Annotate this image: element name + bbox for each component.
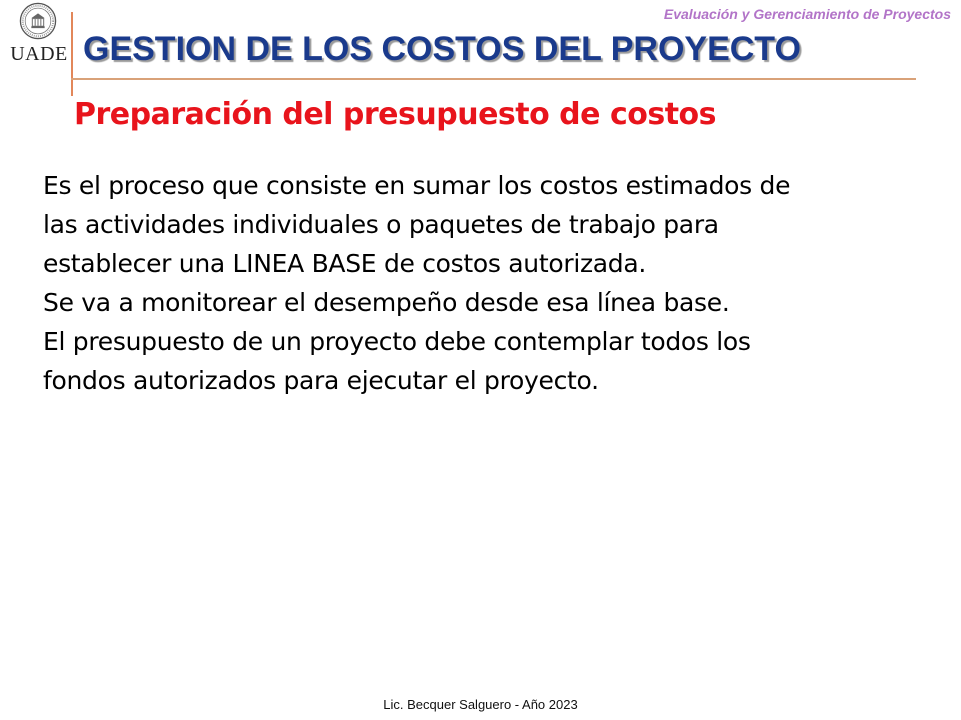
body-line: El presupuesto de un proyecto debe contemplar todos los [43,327,751,356]
header-vertical-divider [71,12,73,96]
logo-text: UADE [10,43,68,65]
body-line: establecer una LINEA BASE de costos autorizada. [43,249,647,278]
slide-footer: Lic. Becquer Salguero - Año 2023 [383,697,578,712]
slide-title: GESTION DE LOS COSTOS DEL PROYECTO [83,30,801,68]
header-horizontal-divider [71,78,916,80]
uade-logo [8,2,68,76]
body-line: Es el proceso que consiste en sumar los costos estimados de [43,171,791,200]
body-line: fondos autorizados para ejecutar el proyecto. [43,366,599,395]
body-line: Se va a monitorear el desempeño desde esa línea base. [43,288,730,317]
slide-subtitle: Preparación del presupuesto de costos [74,97,716,132]
university-seal-icon [19,2,57,40]
body-line: las actividades individuales o paquetes de trabajo para [43,210,719,239]
body-paragraph [43,166,923,400]
course-tag: Evaluación y Gerenciamiento de Proyectos [663,6,951,22]
